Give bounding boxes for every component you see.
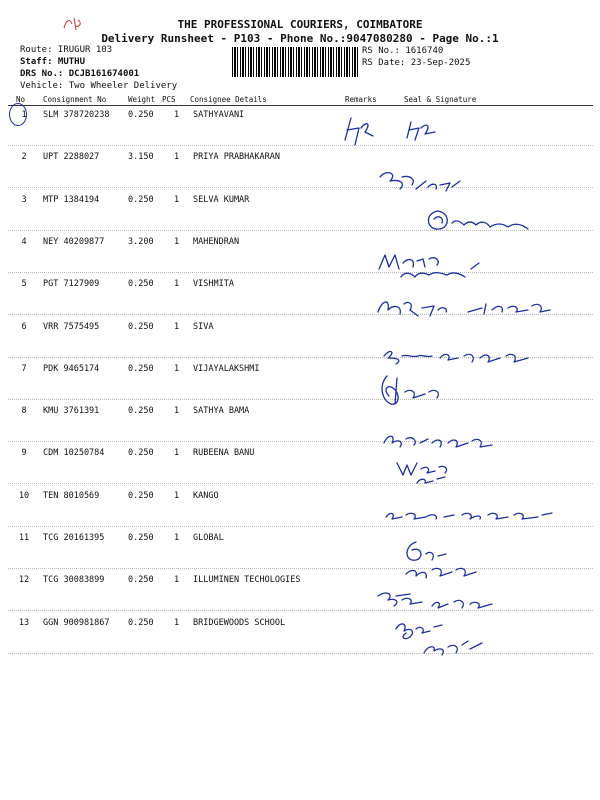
consignee-name: SELVA KUMAR — [193, 194, 250, 205]
row-no: 12 — [18, 575, 30, 586]
staff-label: Staff: MUTHU — [20, 57, 86, 67]
pcs: 1 — [174, 110, 180, 120]
weight: 0.250 — [128, 617, 154, 628]
consignee-name: VISHMITA — [193, 279, 234, 290]
weight: 0.250 — [128, 533, 154, 543]
consignment-no: NEY 40209877 — [43, 236, 105, 247]
runsheet-subtitle: Delivery Runsheet - P103 - Phone No.:9047080280 - Page No.:1 — [101, 32, 499, 45]
consignee-name: KANGO — [193, 490, 219, 501]
weight: 0.250 — [128, 194, 154, 205]
consignee-name: BRIDGEWOODS SCHOOL — [193, 617, 286, 628]
signature-row-8 — [378, 425, 498, 455]
row-divider — [8, 483, 593, 484]
consignee-name: SATHYA BAMA — [193, 406, 250, 417]
col-remarks: Remarks — [345, 95, 377, 104]
signature-row-1 — [335, 110, 445, 150]
consignment-no: UPT 2288027 — [43, 152, 100, 163]
row-divider — [8, 653, 593, 654]
weight: 0.250 — [128, 575, 154, 586]
col-pcs: PCS — [162, 95, 176, 104]
rs-date: RS Date: 23-Sep-2025 — [362, 58, 471, 68]
weight: 3.150 — [128, 152, 154, 163]
pcs: 1 — [174, 152, 180, 163]
consignee-name: PRIYA PRABHAKARAN — [193, 152, 280, 163]
consignment-no: VRR 7575495 — [43, 321, 100, 332]
pcs: 1 — [174, 279, 180, 290]
weight: 0.250 — [128, 363, 154, 374]
signature-row-11 — [398, 538, 498, 584]
weight: 0.250 — [128, 490, 154, 501]
row-divider — [8, 187, 593, 188]
col-consignment: Consignment No — [43, 95, 107, 104]
pcs: 1 — [174, 194, 180, 205]
consignment-no: CDM 10250784 — [43, 448, 105, 459]
signature-row-7 — [375, 370, 465, 415]
barcode — [232, 47, 358, 77]
row-no: 9 — [21, 448, 27, 459]
row-no: 5 — [21, 279, 27, 290]
row-divider — [8, 441, 593, 442]
signature-row-6 — [378, 340, 538, 370]
row-divider — [8, 145, 593, 146]
rs-number: RS No.: 1616740 — [362, 46, 444, 56]
pcs: 1 — [174, 321, 180, 332]
signature-row-12 — [372, 586, 522, 616]
weight: 0.250 — [128, 110, 154, 120]
row-no: 7 — [21, 363, 27, 374]
stamp-mark — [60, 12, 86, 36]
consignment-no: TCG 30083899 — [43, 575, 105, 586]
weight: 3.200 — [128, 236, 154, 247]
signature-row-5 — [372, 290, 557, 324]
row-no: 2 — [21, 152, 27, 163]
consignee-name: RUBEENA BANU — [193, 448, 255, 459]
consignee-name: GLOBAL — [193, 533, 224, 543]
consignee-name: ILLUMINEN TECHOLOGIES — [193, 575, 301, 586]
consignment-no: TCG 20161395 — [43, 533, 105, 543]
row-no: 13 — [18, 617, 30, 628]
consignment-no: TEN 8010569 — [43, 490, 100, 501]
row-no: 6 — [21, 321, 27, 332]
row-no: 8 — [21, 406, 27, 417]
signature-row-2 — [372, 165, 472, 205]
consignment-no: PDK 9465174 — [43, 363, 100, 374]
signature-row-3 — [420, 205, 540, 237]
consignee-name: VIJAYALAKSHMI — [193, 363, 260, 374]
weight: 0.250 — [128, 448, 154, 459]
consignee-name: MAHENDRAN — [193, 236, 240, 247]
consignment-no: KMU 3761391 — [43, 406, 100, 417]
pcs: 1 — [174, 617, 180, 628]
consignment-no: PGT 7127909 — [43, 279, 100, 290]
col-consignee: Consignee Details — [190, 95, 267, 104]
consignment-no: SLM 378720238 — [43, 110, 110, 120]
pcs: 1 — [174, 490, 180, 501]
row-no: 4 — [21, 236, 27, 247]
pcs: 1 — [174, 236, 180, 247]
row-divider — [8, 272, 593, 273]
drs-number: DRS No.: DCJB161674001 — [20, 69, 140, 79]
signature-row-10 — [380, 503, 560, 529]
row-no: 1 — [21, 110, 27, 120]
pcs: 1 — [174, 406, 180, 417]
row-divider — [8, 399, 593, 400]
consignee-name: SATHYAVANI — [193, 110, 245, 120]
row-no: 10 — [18, 490, 30, 501]
weight: 0.250 — [128, 279, 154, 290]
col-weight: Weight — [128, 95, 156, 104]
consignment-no: GGN 900981867 — [43, 617, 110, 628]
signature-row-9 — [393, 455, 473, 487]
company-title: THE PROFESSIONAL COURIERS, COIMBATORE — [177, 18, 423, 31]
pcs: 1 — [174, 575, 180, 586]
signature-row-13 — [390, 615, 490, 665]
weight: 0.250 — [128, 406, 154, 417]
signature-row-4 — [375, 245, 495, 281]
consignment-no: MTP 1384194 — [43, 194, 100, 205]
consignee-name: SIVA — [193, 321, 214, 332]
weight: 0.250 — [128, 321, 154, 332]
row-no: 11 — [18, 533, 30, 543]
row-no: 3 — [21, 194, 27, 205]
header-divider — [8, 105, 593, 106]
pcs: 1 — [174, 533, 180, 543]
col-seal-signature: Seal & Signature — [404, 95, 477, 104]
pcs: 1 — [174, 363, 180, 374]
route-label: Route: IRUGUR 103 — [20, 45, 113, 55]
vehicle-label: Vehicle: Two Wheeler Delivery — [20, 81, 178, 91]
pcs: 1 — [174, 448, 180, 459]
col-no: No — [16, 95, 26, 104]
row-divider — [8, 568, 593, 569]
row-1-circle-mark — [9, 103, 27, 126]
